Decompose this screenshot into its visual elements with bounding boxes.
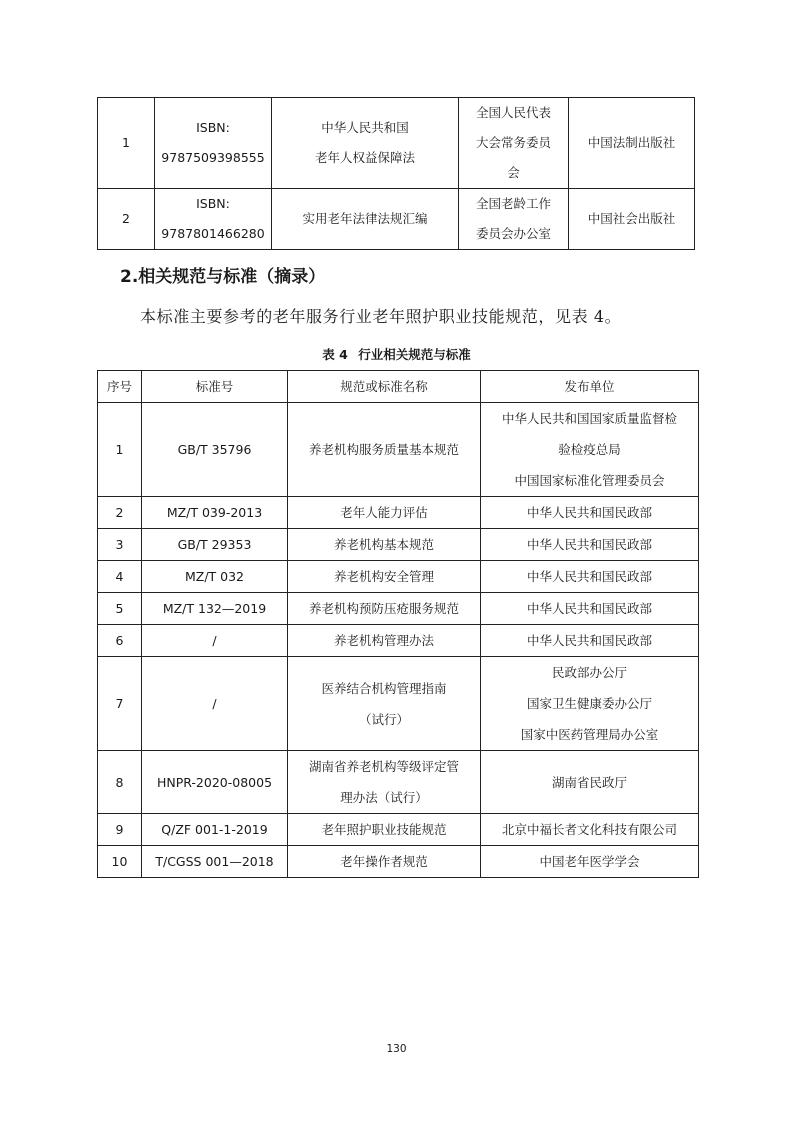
issuer-line: 中华人民共和国国家质量监督检 <box>501 411 677 426</box>
issuer-cell <box>481 403 699 497</box>
standard-name-line: 医养结合机构管理指南 <box>321 680 447 696</box>
author-line: 全国人民代表 <box>475 105 551 120</box>
standard-name: 养老机构预防压疮服务规范 <box>288 593 481 625</box>
isbn-cell <box>155 189 272 250</box>
standard-code: GB/T 29353 <box>142 529 288 561</box>
header-cell: 发布单位 <box>481 371 699 403</box>
row-number: 4 <box>98 561 142 593</box>
standard-code: / <box>142 657 288 751</box>
standard-name <box>288 657 481 751</box>
standard-code: MZ/T 132—2019 <box>142 593 288 625</box>
standard-code: MZ/T 032 <box>142 561 288 593</box>
row-number: 9 <box>98 814 142 846</box>
author-line: 会 <box>507 165 520 180</box>
section-heading: 2.相关规范与标准（摘录） <box>120 267 326 287</box>
section-paragraph: 本标准主要参考的老年服务行业老年照护职业技能规范，见表 4。 <box>140 307 622 326</box>
header-cell: 序号 <box>98 371 142 403</box>
standard-code: T/CGSS 001—2018 <box>142 846 288 878</box>
row-number: 7 <box>98 657 142 751</box>
standard-code: Q/ZF 001-1-2019 <box>142 814 288 846</box>
header-cell: 规范或标准名称 <box>288 371 481 403</box>
row-number: 2 <box>98 189 155 250</box>
standards-table <box>97 370 699 878</box>
author-line: 大会常务委员 <box>475 135 551 150</box>
row-number: 6 <box>98 625 142 657</box>
table-row <box>98 625 699 657</box>
table-row <box>98 814 699 846</box>
issuer-line: 验检疫总局 <box>558 442 621 457</box>
table-row <box>98 657 699 751</box>
row-number: 1 <box>98 403 142 497</box>
standard-name: 养老机构管理办法 <box>288 625 481 657</box>
issuer-cell: 中国老年医学学会 <box>481 846 699 878</box>
table-row <box>98 403 699 497</box>
standard-name: 老年操作者规范 <box>288 846 481 878</box>
row-number: 10 <box>98 846 142 878</box>
author-line: 全国老龄工作 <box>475 196 551 211</box>
table-row <box>98 98 695 189</box>
issuer-cell: 中华人民共和国民政部 <box>481 529 699 561</box>
table-header-row <box>98 371 699 403</box>
isbn-number: 9787801466280 <box>161 226 265 241</box>
book-title-cell: 实用老年法律法规汇编 <box>272 189 459 250</box>
standard-name-line: （试行） <box>358 711 409 727</box>
issuer-line: 国家中医药管理局办公室 <box>520 727 659 742</box>
row-number: 2 <box>98 497 142 529</box>
issuer-line: 国家卫生健康委办公厅 <box>526 696 652 711</box>
issuer-cell: 中华人民共和国民政部 <box>481 625 699 657</box>
author-cell <box>459 189 569 250</box>
standard-name: 老年照护职业技能规范 <box>288 814 481 846</box>
row-number: 3 <box>98 529 142 561</box>
author-cell <box>459 98 569 189</box>
standard-name: 老年人能力评估 <box>288 497 481 529</box>
header-cell: 标准号 <box>142 371 288 403</box>
isbn-label: ISBN: <box>196 196 230 211</box>
row-number: 5 <box>98 593 142 625</box>
standard-code: / <box>142 625 288 657</box>
table-caption <box>0 345 793 363</box>
isbn-cell <box>155 98 272 189</box>
book-title-cell <box>272 98 459 189</box>
standard-name: 养老机构基本规范 <box>288 529 481 561</box>
issuer-cell: 中华人民共和国民政部 <box>481 561 699 593</box>
issuer-cell <box>481 657 699 751</box>
table-row <box>98 846 699 878</box>
standard-code: MZ/T 039-2013 <box>142 497 288 529</box>
table-row <box>98 561 699 593</box>
standard-code: GB/T 35796 <box>142 403 288 497</box>
publisher-cell: 中国法制出版社 <box>569 98 695 189</box>
row-number: 8 <box>98 751 142 814</box>
issuer-cell: 中华人民共和国民政部 <box>481 497 699 529</box>
table-caption-number: 表 4 <box>322 347 348 362</box>
standard-code: HNPR-2020-08005 <box>142 751 288 814</box>
table-row <box>98 497 699 529</box>
page-number: 130 <box>386 1043 407 1055</box>
isbn-label: ISBN: <box>196 120 230 135</box>
table-row <box>98 529 699 561</box>
standard-name: 养老机构服务质量基本规范 <box>288 403 481 497</box>
issuer-line: 中国国家标准化管理委员会 <box>514 473 665 488</box>
book-title-line: 老年人权益保障法 <box>314 150 415 165</box>
author-line: 委员会办公室 <box>475 226 551 241</box>
table-row <box>98 593 699 625</box>
table-row <box>98 189 695 250</box>
standard-name-line: 湖南省养老机构等级评定管 <box>308 759 459 774</box>
issuer-cell: 中华人民共和国民政部 <box>481 593 699 625</box>
book-title-line: 中华人民共和国 <box>321 120 409 135</box>
publisher-cell: 中国社会出版社 <box>569 189 695 250</box>
standard-name <box>288 751 481 814</box>
standard-name-line: 理办法（试行） <box>340 790 428 805</box>
isbn-number: 9787509398555 <box>161 150 265 165</box>
issuer-cell: 湖南省民政厅 <box>481 751 699 814</box>
issuer-cell: 北京中福长者文化科技有限公司 <box>481 814 699 846</box>
table-caption-title: 行业相关规范与标准 <box>358 347 471 362</box>
reference-books-table <box>97 97 695 250</box>
table-row <box>98 751 699 814</box>
standard-name: 养老机构安全管理 <box>288 561 481 593</box>
row-number: 1 <box>98 98 155 189</box>
issuer-line: 民政部办公厅 <box>551 665 627 680</box>
